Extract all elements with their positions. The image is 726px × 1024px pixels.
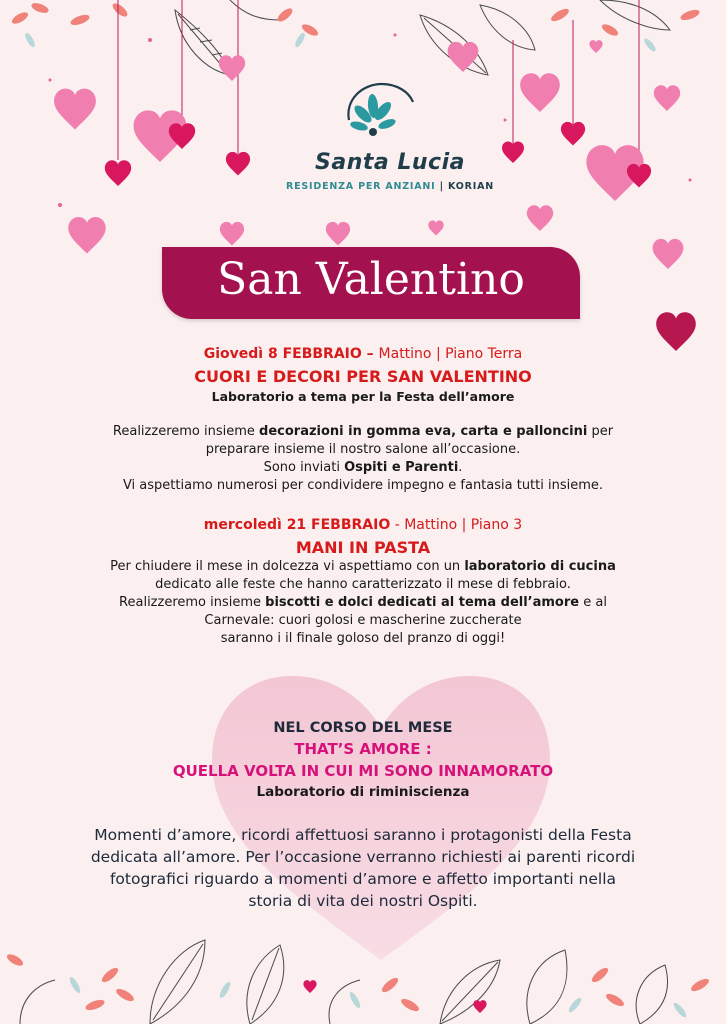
event1-line4: Vi aspettiamo numerosi per condividere impegno e fantasia tutti insieme. [122,478,604,493]
event3-period: NEL CORSO DEL MESE [273,720,453,736]
logo-subtitle: RESIDENZA PER ANZIANI | KORIAN [286,181,494,192]
event1-title: CUORI E DECORI PER SAN VALENTINO [194,367,532,386]
event3-line2: dedicata all’amore. Per l’occasione verranno richiesti ai parenti ricordi [90,848,636,866]
event3-line1: Momenti d’amore, ricordi affettuosi saranno i protagonisti della Festa [94,826,632,844]
event2-when: mercoledì 21 FEBBRAIO - Mattino | Piano 3 [203,517,523,533]
big-heart-icon [212,676,550,960]
event2-line1: Per chiudere il mese in dolcezza vi aspettiamo con un laboratorio di cucina [110,559,616,574]
event1-line3: Sono inviati Ospiti e Parenti. [263,460,463,475]
event2-line2: dedicato alle feste che hanno caratterizzato il mese di febbraio. [155,577,571,592]
event2-line5: saranno i il finale goloso del pranzo di oggi! [220,631,506,646]
event1-subtitle: Laboratorio a tema per la Festa dell’amore [211,389,515,404]
event1-line1: Realizzeremo insieme decorazioni in gomma eva, carta e palloncini per [112,424,614,439]
page-title: San Valentino [217,254,525,305]
event3-line3: fotografici riguardo a momenti d’amore e affetto importanti nella [109,870,617,888]
event2-line4: Carnevale: cuori golosi e mascherine zuccherate [204,613,522,628]
event3-title2: QUELLA VOLTA IN CUI MI SONO INNAMORATO [172,762,554,780]
event1-line2: preparare insieme il nostro salone all’occasione. [205,442,521,457]
event1-when: Giovedì 8 FEBBRAIO – Mattino | Piano Terra [203,346,523,362]
santa-lucia-logo-icon [337,80,417,148]
event2-title: MANI IN PASTA [295,538,431,557]
event3-title1: THAT’S AMORE : [294,740,432,758]
event3-subtitle: Laboratorio di riminiscienza [256,784,470,800]
event3-line4: storia di vita dei nostri Ospiti. [248,892,478,910]
logo-name: Santa Lucia [315,150,465,175]
event2-line3: Realizzeremo insieme biscotti e dolci dedicati al tema dell’amore e al [119,595,607,610]
